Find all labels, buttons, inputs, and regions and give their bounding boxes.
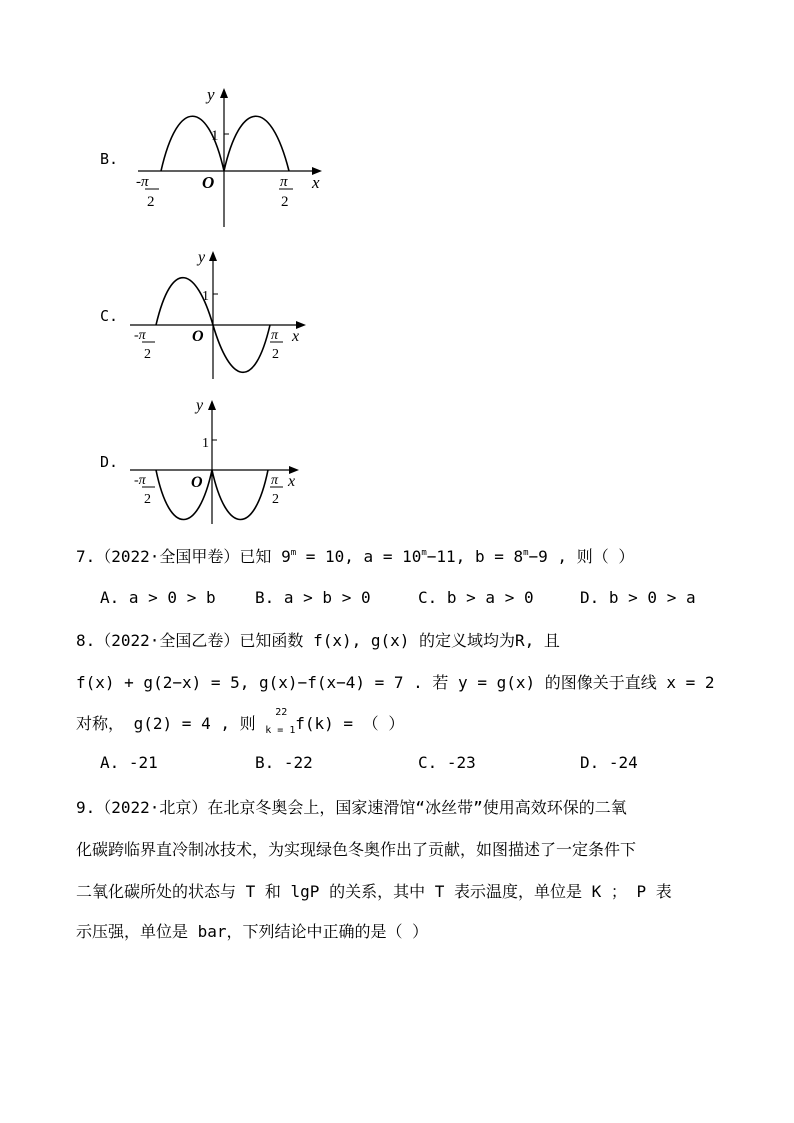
q8-line-2: f(x) + g(2−x) = 5, g(x)−f(x−4) = 7 . 若 y = g(x) 的图像关于直线 x = 2 — [76, 673, 715, 692]
two-label: 2 — [281, 194, 289, 210]
q8-choice-d[interactable]: D. -24 — [580, 753, 638, 772]
y-axis-arrow — [209, 251, 217, 261]
q7-text-a: 7.（2022·全国甲卷）已知 9 — [76, 547, 291, 566]
q9-line-2: 化碳跨临界直冷制冰技术，为实现绿色冬奥作出了贡献，如图描述了一定条件下 — [76, 840, 637, 859]
origin-label: O — [192, 328, 204, 345]
two-label: 2 — [272, 492, 279, 507]
one-label: 1 — [211, 128, 219, 144]
q8-choice-a[interactable]: A. -21 — [100, 753, 158, 772]
q8-choice-b[interactable]: B. -22 — [255, 753, 313, 772]
option-d-label: D. — [100, 453, 119, 471]
q8-line-3 — [76, 706, 405, 736]
sum-lower-limit: k = 1 — [265, 724, 296, 736]
y-axis-arrow — [220, 88, 228, 98]
q8-line-1: 8.（2022·全国乙卷）已知函数 f(x), g(x) 的定义域均为R, 且 — [76, 631, 560, 650]
q7-choice-a[interactable]: A. a > 0 > b — [100, 588, 216, 607]
pi-label: π — [271, 328, 279, 343]
q8-choice-c[interactable]: C. -23 — [418, 753, 476, 772]
q7-choice-d[interactable]: D. b > 0 > a — [580, 588, 696, 607]
pi-label: π — [271, 473, 279, 488]
neg-pi-label: -π — [136, 174, 149, 190]
graph-option-b — [128, 82, 328, 237]
pi-label: π — [280, 174, 288, 190]
y-label: y — [196, 397, 204, 414]
q9-line-4: 示压强，单位是 bar，下列结论中正确的是（ ） — [76, 922, 429, 941]
q9-line-1: 9.（2022·北京）在北京冬奥会上，国家速滑馆“冰丝带”使用高效环保的二氧 — [76, 798, 627, 817]
q7-sup-3: m — [523, 548, 529, 558]
q9-line-3: 二氧化碳所处的状态与 T 和 lgP 的关系，其中 T 表示温度，单位是 K ； P 表 — [76, 882, 672, 901]
x-label: x — [292, 328, 300, 345]
q7-text-c: −11, b = 8 — [426, 547, 524, 566]
curve — [161, 116, 289, 171]
one-label: 1 — [202, 436, 209, 451]
x-label: x — [288, 473, 296, 490]
q7-text-d: −9 , 则（ ） — [528, 547, 635, 566]
y-axis-arrow — [208, 400, 216, 410]
option-b-label: B. — [100, 150, 119, 168]
q7-choice-b[interactable]: B. a > b > 0 — [255, 588, 371, 607]
sum-upper-limit: 22 — [275, 706, 288, 718]
two-label: 2 — [272, 347, 279, 362]
x-label: x — [312, 173, 320, 192]
q7-text-b: = 10, a = 10 — [296, 547, 422, 566]
q7-choice-c[interactable]: C. b > a > 0 — [418, 588, 534, 607]
q7-stem — [76, 544, 634, 567]
q7-sup-2: m — [421, 548, 427, 558]
y-label: y — [198, 249, 206, 266]
origin-label: O — [202, 173, 215, 192]
summation-symbol — [265, 706, 296, 736]
graph-option-d — [128, 392, 318, 530]
origin-label: O — [191, 474, 203, 491]
neg-two-label: 2 — [144, 492, 151, 507]
neg-pi-label: -π — [134, 328, 146, 343]
q7-sup-1: m — [290, 548, 297, 558]
q8-line-3-text: 对称， g(2) = 4 , 则 — [76, 714, 256, 733]
neg-two-label: 2 — [144, 347, 151, 362]
q8-line-3-end: f(k) = （ ） — [295, 714, 405, 733]
one-label: 1 — [202, 289, 209, 304]
option-c-label: C. — [100, 307, 119, 325]
graph-option-c — [128, 242, 318, 387]
neg-two-label: 2 — [147, 194, 155, 210]
y-label: y — [207, 85, 215, 104]
neg-pi-label: -π — [134, 473, 146, 488]
